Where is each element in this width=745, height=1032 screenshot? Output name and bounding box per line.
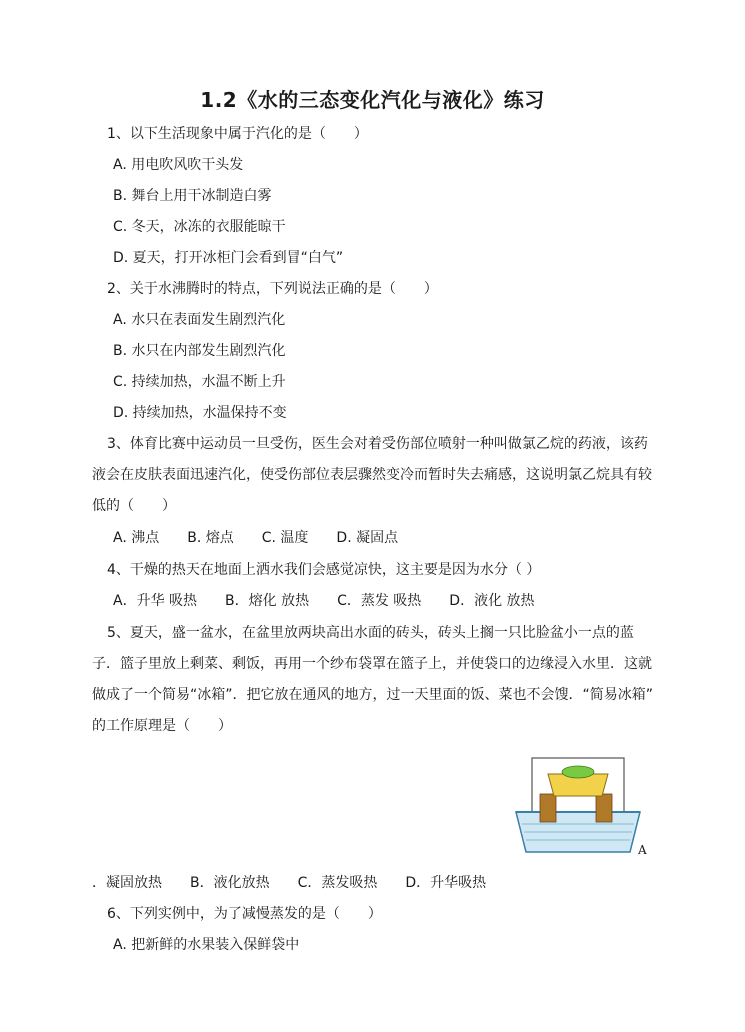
right-brick <box>596 794 612 822</box>
question-5-options: ．凝固放热 B．液化放热 C．蒸发吸热 D．升华吸热 <box>92 875 487 891</box>
question-1-option-d: D. 夏天，打开冰柜门会看到冒“白气” <box>113 250 344 266</box>
question-4-options: A．升华 吸热 B．熔化 放热 C．蒸发 吸热 D．液化 放热 <box>113 593 535 609</box>
question-1-stem: 1、以下生活现象中属于汽化的是（ ） <box>107 126 368 142</box>
question-5-line-1: 5、夏天，盛一盆水，在盆里放两块高出水面的砖头，砖头上搁一只比脸盆小一点的蓝 <box>107 625 634 641</box>
question-5-line-4: 的工作原理是（ ） <box>92 718 232 734</box>
page-title: 1.2《水的三态变化汽化与液化》练习 <box>200 88 545 112</box>
question-2-option-b: B. 水只在内部发生剧烈汽化 <box>113 343 286 359</box>
question-1-option-a: A. 用电吹风吹干头发 <box>113 157 244 173</box>
question-3-line-1: 3、体育比赛中运动员一旦受伤，医生会对着受伤部位喷射一种叫做氯乙烷的药液，该药 <box>107 436 648 452</box>
question-5-line-2: 子．篮子里放上剩菜、剩饭，再用一个纱布袋罩在篮子上，并使袋口的边缘浸入水里．这就 <box>92 656 652 672</box>
question-3-options: A. 沸点 B. 熔点 C. 温度 D. 凝固点 <box>113 530 399 546</box>
question-3-line-2: 液会在皮肤表面迅速汽化，使受伤部位表层骤然变冷而暂时失去痛感，这说明氯乙烷具有较 <box>92 467 652 483</box>
leftover-food <box>562 766 594 778</box>
question-5-line-3: 做成了一个简易“冰箱”．把它放在通风的地方，过一天里面的饭、菜也不会馊．“简易冰箱” <box>92 687 654 703</box>
question-2-option-c: C. 持续加热，水温不断上升 <box>113 374 286 390</box>
question-2-option-d: D. 持续加热，水温保持不变 <box>113 405 287 421</box>
question-1-option-b: B. 舞台上用干冰制造白雾 <box>113 188 272 204</box>
simple-fridge-figure <box>512 756 644 856</box>
question-3-line-3: 低的（ ） <box>92 498 176 514</box>
question-6-stem: 6、下列实例中，为了减慢蒸发的是（ ） <box>107 906 382 922</box>
left-brick <box>540 794 556 822</box>
question-4-stem: 4、干燥的热天在地面上洒水我们会感觉凉快，这主要是因为水分（ ） <box>107 562 541 578</box>
question-1-option-c: C. 冬天，冰冻的衣服能晾干 <box>113 219 286 235</box>
question-2-stem: 2、关于水沸腾时的特点，下列说法正确的是（ ） <box>107 281 438 297</box>
question-6-option-a: A. 把新鲜的水果装入保鲜袋中 <box>113 937 300 953</box>
question-2-option-a: A. 水只在表面发生剧烈汽化 <box>113 312 286 328</box>
figure-label: A <box>638 843 647 857</box>
